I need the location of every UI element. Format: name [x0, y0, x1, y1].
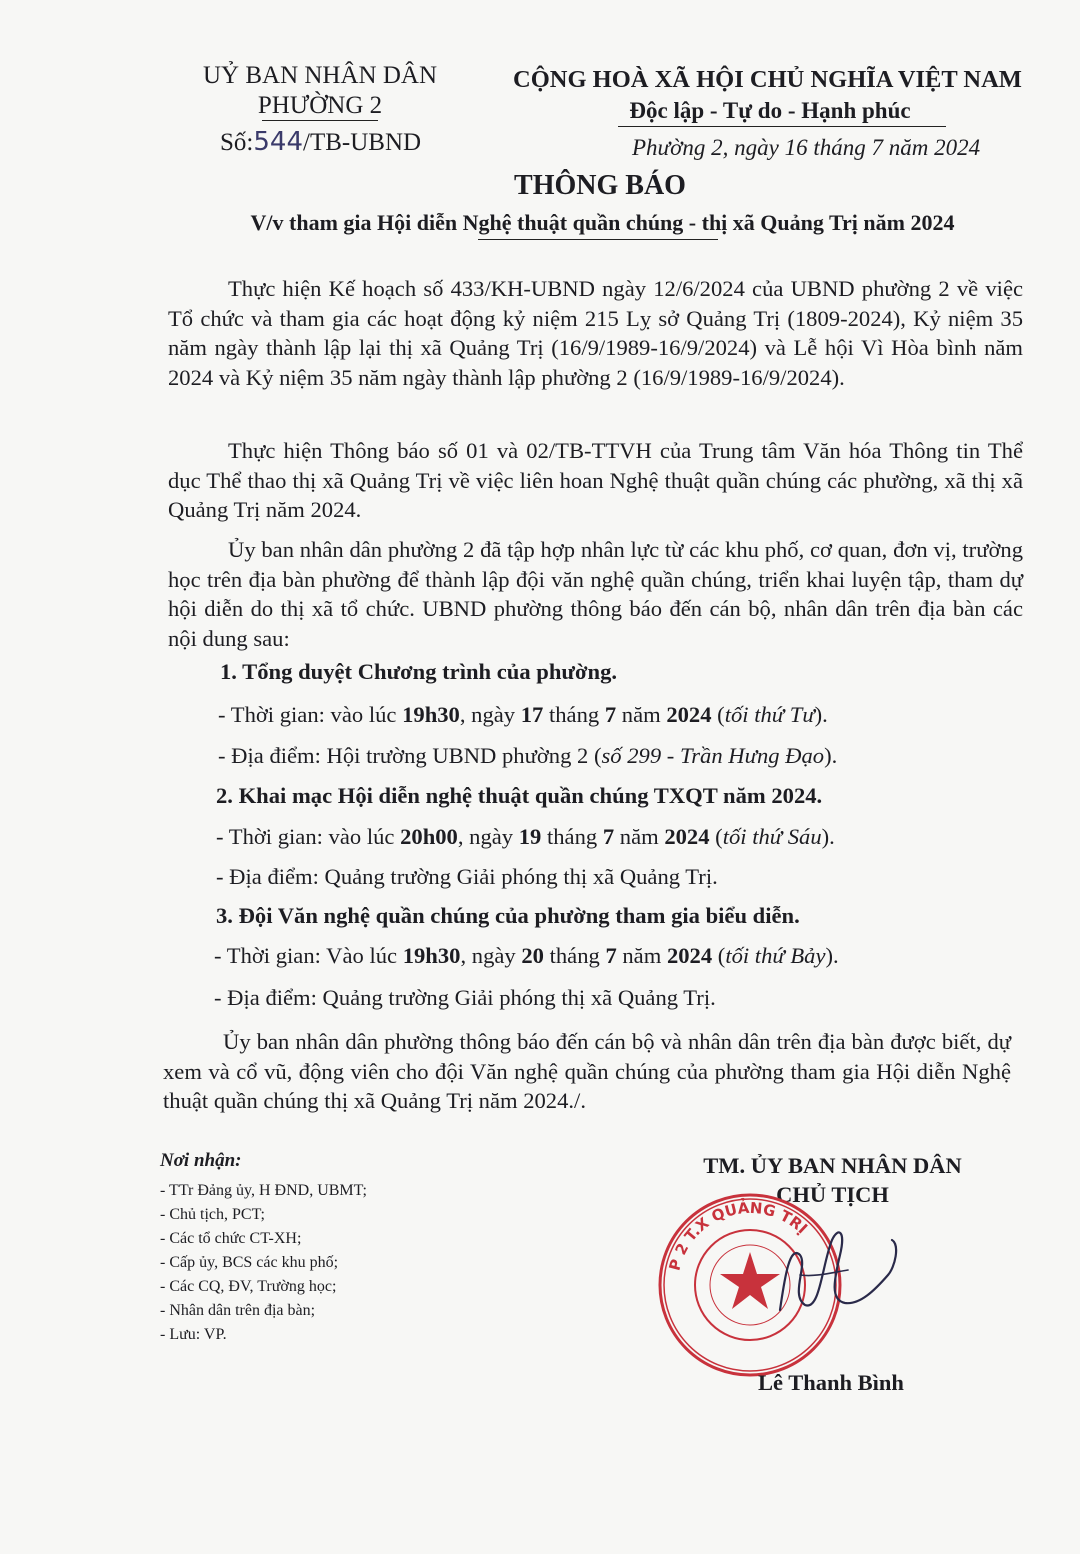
org-underline — [262, 120, 378, 121]
motto-underline — [618, 126, 946, 127]
recipient-item: - Chủ tịch, PCT; — [160, 1206, 265, 1223]
section-2-heading: 2. Khai mạc Hội diễn nghệ thuật quần chúng TXQT năm 2024. — [216, 783, 823, 808]
recipient-item: - TTr Đảng ủy, H ĐND, UBMT; — [160, 1182, 367, 1199]
section-2-time: - Thời gian: vào lúc 20h00, ngày 19 tháng 7 năm 2024 (tối thứ Sáu). — [216, 824, 835, 849]
document-title: THÔNG BÁO — [514, 170, 686, 201]
recipient-item: - Nhân dân trên địa bàn; — [160, 1302, 316, 1319]
signature-title: CHỦ TỊCH — [776, 1182, 889, 1207]
document-subject: V/v tham gia Hội diễn Nghệ thuật quần chúng - thị xã Quảng Trị năm 2024 — [250, 210, 955, 235]
svg-text:P 2 T.X QUẢNG TRỊ: P 2 T.X QUẢNG TRỊ — [665, 1198, 811, 1273]
handwritten-signature-icon — [760, 1215, 910, 1325]
signer-name: Lê Thanh Bình — [758, 1370, 904, 1395]
doc-number-handwritten: 544 — [253, 127, 303, 157]
subject-underline — [478, 239, 718, 240]
nation-title: CỘNG HOÀ XÃ HỘI CHỦ NGHĨA VIỆT NAM — [513, 66, 1022, 93]
paragraph-3: Ủy ban nhân dân phường 2 đã tập hợp nhân lực từ các khu phố, cơ quan, đơn vị, trường học trên địa bàn phường để thành lập đội văn nghệ quần chúng, triển khai luyện tập, tham dự hội diễn do thị xã tổ chức. UBND phường thông báo đến cán bộ, nhân dân trên địa bàn các nội dung sau: — [168, 537, 1023, 651]
signature-org: TM. ỦY BAN NHÂN DÂN — [703, 1153, 962, 1178]
recipient-item: - Lưu: VP. — [160, 1326, 227, 1343]
section-3-place: - Địa điểm: Quảng trường Giải phóng thị xã Quảng Trị. — [214, 985, 716, 1010]
doc-number: Số:544/TB-UBND — [220, 127, 422, 157]
recipient-item: - Các CQ, ĐV, Trường học; — [160, 1278, 337, 1295]
recipient-item: - Các tổ chức CT-XH; — [160, 1230, 302, 1247]
place-date: Phường 2, ngày 16 tháng 7 năm 2024 — [632, 135, 981, 160]
recipient-item: - Cấp ủy, BCS các khu phố; — [160, 1254, 339, 1271]
section-3-time: - Thời gian: Vào lúc 19h30, ngày 20 tháng 7 năm 2024 (tối thứ Bảy). — [214, 943, 839, 968]
section-1-heading: 1. Tổng duyệt Chương trình của phường. — [220, 659, 618, 684]
org-name: UỶ BAN NHÂN DÂN — [202, 62, 438, 89]
section-1-time: - Thời gian: vào lúc 19h30, ngày 17 tháng 7 năm 2024 (tối thứ Tư). — [218, 702, 828, 727]
section-1-place: - Địa điểm: Hội trường UBND phường 2 (số 299 - Trần Hưng Đạo). — [218, 743, 838, 768]
org-subname: PHƯỜNG 2 — [257, 92, 383, 119]
motto: Độc lập - Tự do - Hạnh phúc — [629, 98, 911, 123]
section-3-heading: 3. Đội Văn nghệ quần chúng của phường tham gia biểu diễn. — [216, 903, 800, 928]
paragraph-1: Thực hiện Kế hoạch số 433/KH-UBND ngày 12/6/2024 của UBND phường 2 về việc Tổ chức và tham gia các hoạt động kỷ niệm 215 Lỵ sở Quảng Trị (1809-2024), Kỷ niệm 35 năm ngày thành lập lại thị xã Quảng Trị (16/9/1989-16/9/2024) và Lễ hội Vì Hòa bình năm 2024 và Kỷ niệm 35 năm ngày thành lập phường 2 (16/9/1989-16/9/2024). — [168, 276, 1023, 390]
paragraph-2: Thực hiện Thông báo số 01 và 02/TB-TTVH của Trung tâm Văn hóa Thông tin Thể dục Thể thao thị xã Quảng Trị về việc liên hoan Nghệ thuật quần chúng các phường, xã thị xã Quảng Trị năm 2024. — [168, 438, 1023, 522]
closing-paragraph: Ủy ban nhân dân phường thông báo đến cán bộ và nhân dân trên địa bàn được biết, dự xem và cổ vũ, động viên cho đội Văn nghệ quần chúng của phường tham gia Hội diễn Nghệ thuật quần chúng thị xã Quảng Trị năm 2024./. — [163, 1029, 1011, 1113]
recipients-title: Nơi nhận: — [160, 1150, 242, 1171]
section-2-place: - Địa điểm: Quảng trường Giải phóng thị xã Quảng Trị. — [216, 864, 718, 889]
